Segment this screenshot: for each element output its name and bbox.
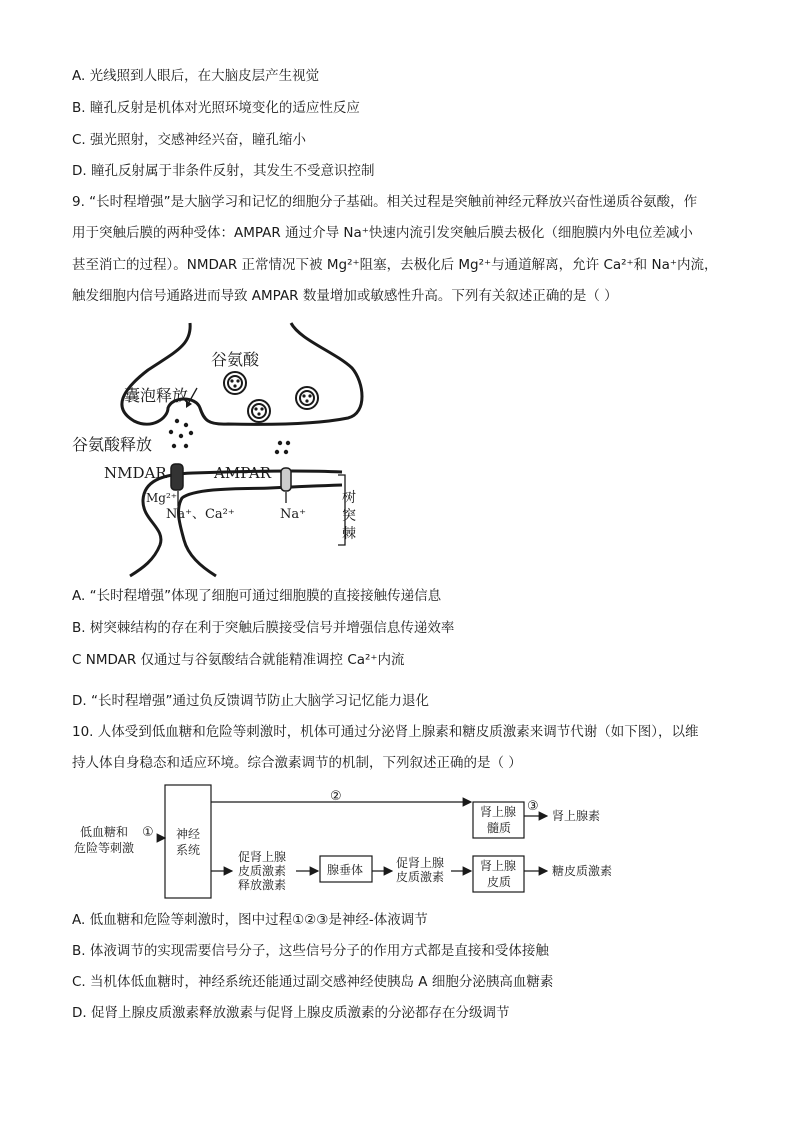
q10-option-c: C. 当机体低血糖时，神经系统还能通过副交感神经使胰岛 A 细胞分泌胰高血糖素 — [72, 974, 554, 990]
label-nmdar: NMDAR — [104, 464, 167, 482]
process-3-marker: ③ — [527, 799, 539, 814]
acth-label-1: 促肾上腺 — [396, 856, 445, 870]
process-2-marker: ② — [330, 789, 342, 804]
label-spine-1: 树 — [342, 490, 356, 506]
process-1-marker: ① — [142, 825, 154, 840]
q9-stem-line1: 9. “长时程增强”是大脑学习和记忆的细胞分子基础。相关过程是突触前神经元释放兴奋性递质谷氨酸，作 — [72, 194, 698, 210]
adrenal-cortex-label-1: 肾上腺 — [480, 859, 517, 873]
adrenaline-label: 肾上腺素 — [552, 809, 601, 823]
nervous-system-label-1: 神经 — [176, 827, 201, 841]
label-glutamate: 谷氨酸 — [211, 350, 260, 369]
nervous-system-box — [165, 785, 211, 898]
crh-label-3: 释放激素 — [238, 878, 287, 892]
label-na-ca: Na⁺、Ca²⁺ — [166, 507, 235, 522]
hormone-flowchart — [0, 780, 794, 905]
pituitary-label: 腺垂体 — [327, 863, 364, 877]
q9-stem-line4: 触发细胞内信号通路进而导致 AMPAR 数量增加或敏感性升高。下列有关叙述正确的是（ ） — [72, 288, 618, 304]
stimulus-label-2: 危险等刺激 — [74, 841, 135, 855]
q9-option-a: A. “长时程增强”体现了细胞可通过细胞膜的直接接触传递信息 — [72, 588, 442, 604]
q8-option-d: D. 瞳孔反射属于非条件反射，其发生不受意识控制 — [72, 163, 375, 179]
label-glutamate-release: 谷氨酸释放 — [72, 435, 153, 454]
label-mg: Mg²⁺ — [146, 491, 178, 505]
crh-label-1: 促肾上腺 — [238, 850, 287, 864]
label-spine-2: 突 — [342, 508, 356, 524]
crh-label-2: 皮质激素 — [238, 864, 287, 878]
q10-option-a: A. 低血糖和危险等刺激时，图中过程①②③是神经-体液调节 — [72, 912, 428, 928]
q8-option-a: A. 光线照到人眼后，在大脑皮层产生视觉 — [72, 68, 320, 84]
q9-option-c: C NMDAR 仅通过与谷氨酸结合就能精准调控 Ca²⁺内流 — [72, 652, 405, 668]
q10-option-b: B. 体液调节的实现需要信号分子，这些信号分子的作用方式都是直接和受体接触 — [72, 943, 549, 959]
adrenal-cortex-label-2: 皮质 — [487, 875, 512, 889]
q10-stem-line1: 10. 人体受到低血糖和危险等刺激时，机体可通过分泌肾上腺素和糖皮质激素来调节代谢（如下图），以维 — [72, 724, 699, 740]
label-ampar: AMPAR — [214, 464, 272, 482]
q9-option-d: D. “长时程增强”通过负反馈调节防止大脑学习记忆能力退化 — [72, 693, 429, 709]
q8-option-c: C. 强光照射，交感神经兴奋，瞳孔缩小 — [72, 132, 307, 148]
acth-label-2: 皮质激素 — [396, 870, 445, 884]
q8-option-b: B. 瞳孔反射是机体对光照环境变化的适应性反应 — [72, 100, 360, 116]
label-vesicle-release: 囊泡释放 — [124, 386, 189, 405]
ampar-receptor — [281, 468, 291, 491]
label-spine-3: 棘 — [342, 526, 356, 542]
nervous-system-label-2: 系统 — [176, 843, 201, 857]
q10-option-d: D. 促肾上腺皮质激素释放激素与促肾上腺皮质激素的分泌都存在分级调节 — [72, 1005, 510, 1021]
q9-stem-line3: 甚至消亡的过程）。NMDAR 正常情况下被 Mg²⁺阻塞，去极化后 Mg²⁺与通道解离，允许 Ca²⁺和 Na⁺内流， — [72, 257, 718, 273]
nmdar-receptor — [171, 464, 183, 490]
q9-stem-line2: 用于突触后膜的两种受体：AMPAR 通过介导 Na⁺快速内流引发突触后膜去极化（细胞膜内外电位差减小 — [72, 225, 693, 241]
q9-option-b: B. 树突棘结构的存在利于突触后膜接受信号并增强信息传递效率 — [72, 620, 455, 636]
q10-stem-line2: 持人体自身稳态和适应环境。综合激素调节的机制，下列叙述正确的是（ ） — [72, 755, 522, 771]
label-na: Na⁺ — [280, 507, 306, 522]
adrenal-medulla-label-2: 髓质 — [487, 821, 512, 835]
glucocorticoid-label: 糖皮质激素 — [552, 864, 613, 878]
adrenal-medulla-label-1: 肾上腺 — [480, 805, 517, 819]
stimulus-label-1: 低血糖和 — [80, 825, 129, 839]
